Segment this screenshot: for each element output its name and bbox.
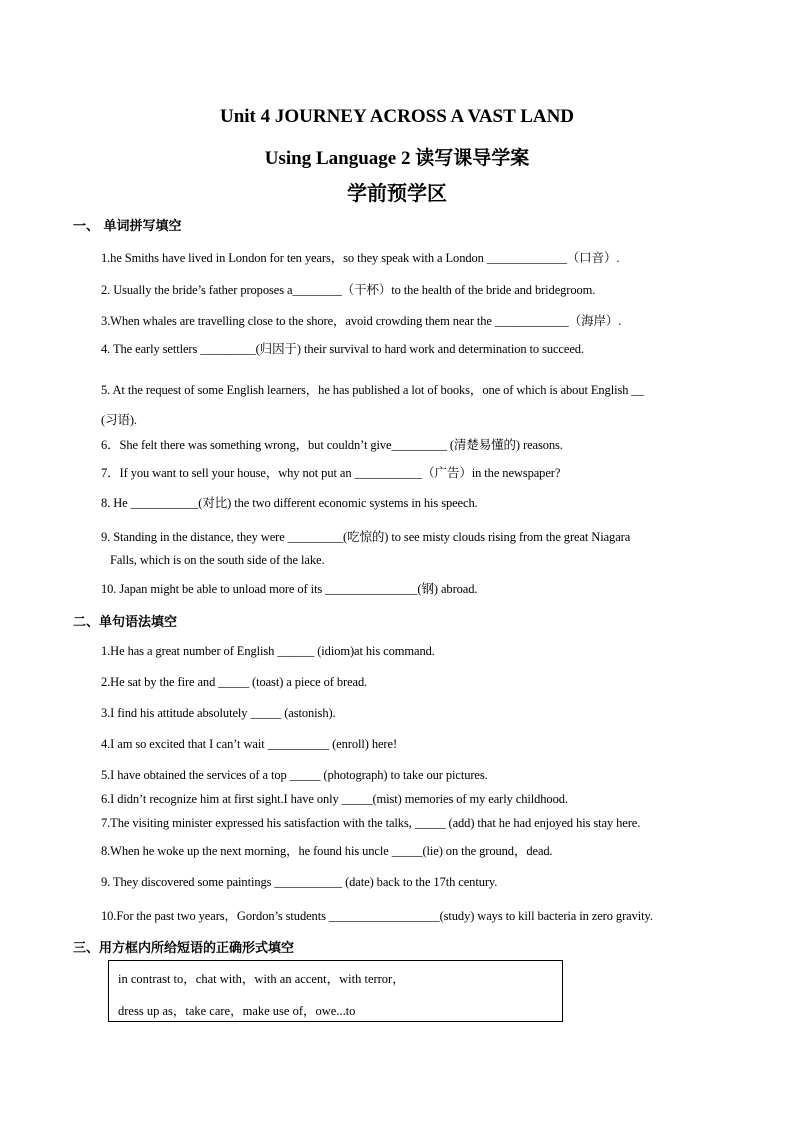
part1-item-3: 3.When whales are travelling close to the shore，avoid crowding them near the ____________（海岸）. xyxy=(101,314,622,328)
part2-item-7: 7.The visiting minister expressed his satisfaction with the talks, _____ (add) that he had enjoyed his stay here. xyxy=(101,816,641,830)
part1-item-10: 10. Japan might be able to unload more of its _______________(钢) abroad. xyxy=(101,582,478,596)
phrase-box-line-1: in contrast to，chat with，with an accent，with terror， xyxy=(118,972,405,986)
part2-item-8: 8.When he woke up the next morning，he found his uncle _____(lie) on the ground，dead. xyxy=(101,844,553,858)
part1-item-5-cont: (习语). xyxy=(101,413,137,427)
document-subtitle: Using Language 2 读写课导学案 xyxy=(264,148,530,169)
section-title: 学前预学区 xyxy=(347,181,447,205)
part3-heading: 三、用方框内所给短语的正确形式填空 xyxy=(73,941,295,956)
document-title: Unit 4 JOURNEY ACROSS A VAST LAND xyxy=(219,106,575,127)
part1-item-9-cont: Falls, which is on the south side of the lake. xyxy=(110,553,325,567)
phrase-box-line-2: dress up as，take care，make use of，owe...to xyxy=(118,1004,356,1018)
part1-item-8: 8. He ___________(对比) the two different economic systems in his speech. xyxy=(101,496,478,510)
part2-item-5: 5.I have obtained the services of a top _____ (photograph) to take our pictures. xyxy=(101,768,488,782)
part2-item-1: 1.He has a great number of English ______ (idiom)at his command. xyxy=(101,644,435,658)
part1-item-6: 6．She felt there was something wrong，but couldn’t give_________ (清楚易懂的) reasons. xyxy=(101,438,563,452)
part2-item-4: 4.I am so excited that I can’t wait __________ (enroll) here! xyxy=(101,737,398,751)
part1-heading: 一、 单词拼写填空 xyxy=(73,219,182,234)
part2-heading: 二、单句语法填空 xyxy=(73,615,178,630)
part1-item-2: 2. Usually the bride’s father proposes a________（干杯）to the health of the bride and bridegroom. xyxy=(101,283,596,297)
part1-item-7: 7．If you want to sell your house，why not put an ___________（广告）in the newspaper? xyxy=(101,466,561,480)
part2-item-6: 6.I didn’t recognize him at first sight.I have only _____(mist) memories of my early childhood. xyxy=(101,792,568,806)
part1-item-1: 1.he Smiths have lived in London for ten years，so they speak with a London _____________（口音）. xyxy=(101,251,620,265)
part2-item-9: 9. They discovered some paintings ___________ (date) back to the 17th century. xyxy=(101,875,498,889)
part1-item-4: 4. The early settlers _________(归因于) their survival to hard work and determination to succeed. xyxy=(101,342,584,356)
phrase-box xyxy=(108,960,563,1022)
part1-item-5: 5. At the request of some English learners，he has published a lot of books，one of which is about English __ xyxy=(101,383,644,397)
part2-item-3: 3.I find his attitude absolutely _____ (astonish). xyxy=(101,706,336,720)
part2-item-2: 2.He sat by the fire and _____ (toast) a piece of bread. xyxy=(101,675,368,689)
part1-item-9: 9. Standing in the distance, they were _________(吃惊的) to see misty clouds rising from the great Niagara xyxy=(101,530,631,544)
part2-item-10: 10.For the past two years，Gordon’s students __________________(study) ways to kill bacteria in zero gravity. xyxy=(101,909,653,923)
